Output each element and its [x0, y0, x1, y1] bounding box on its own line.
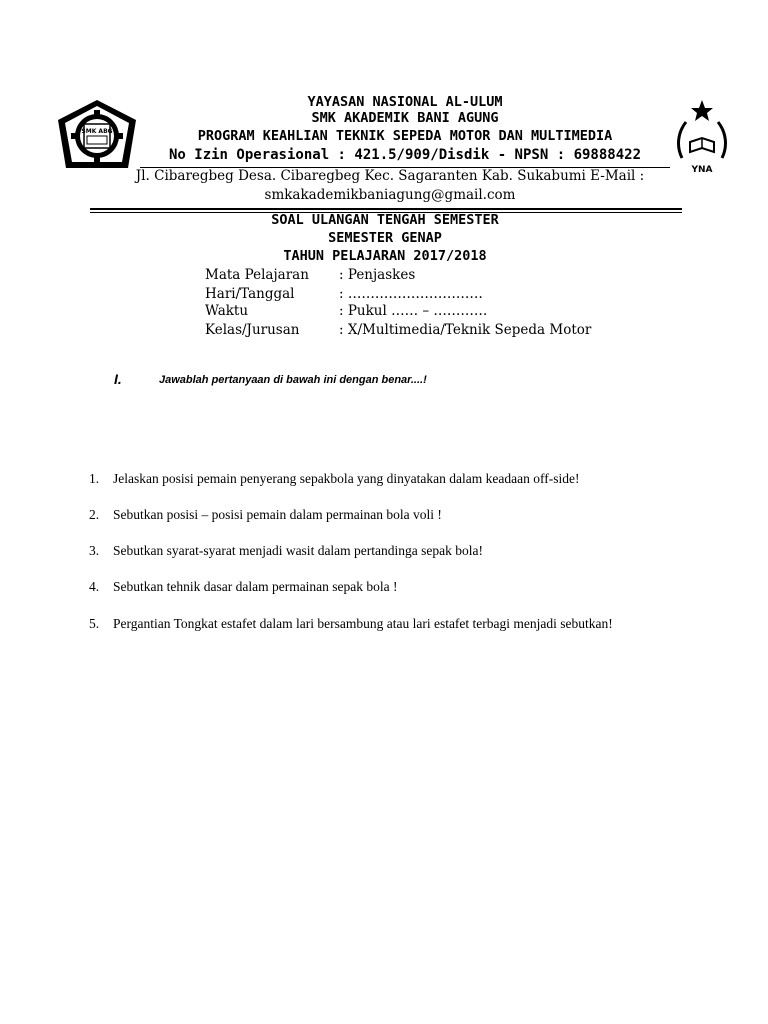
question-text: Pergantian Tongkat estafet dalam lari bersambung atau lari estafet terbagi menjadi sebutkan! [113, 616, 613, 631]
question-text: Sebutkan syarat-syarat menjadi wasit dalam pertandinga sepak bola! [113, 543, 483, 558]
info-value: : ………………………… [339, 286, 483, 302]
program-name: PROGRAM KEAHLIAN TEKNIK SEPEDA MOTOR DAN MULTIMEDIA [197, 128, 613, 144]
logo-left-text: SMK ABG [81, 128, 113, 135]
question-item [89, 579, 398, 595]
question-item [89, 616, 613, 632]
question-number: 4. [89, 579, 100, 594]
info-value: : X/Multimedia/Teknik Sepeda Motor [339, 322, 592, 338]
address-line-1: Jl. Cibaregbeg Desa. Cibaregbeg Kec. Sagaranten Kab. Sukabumi E-Mail : [135, 168, 645, 184]
foundation-logo-star-laurel [672, 98, 728, 176]
question-number: 1. [89, 471, 100, 486]
letterhead-rule-thick [90, 208, 682, 210]
question-number: 3. [89, 543, 100, 558]
question-text: Sebutkan tehnik dasar dalam permainan sepak bola ! [113, 579, 398, 594]
exam-title: SOAL ULANGAN TENGAH SEMESTER [271, 212, 499, 228]
info-row-time [205, 303, 487, 319]
question-item [89, 543, 483, 559]
permit-number: No Izin Operasional : 421.5/909/Disdik - NPSN : 69888422 [168, 147, 641, 163]
info-label: Kelas/Jurusan [205, 322, 300, 338]
email-address: smkakademikbaniagung@gmail.com [264, 187, 516, 203]
exam-semester: SEMESTER GENAP [328, 230, 442, 246]
question-text: Sebutkan posisi – posisi pemain dalam permainan bola voli ! [113, 507, 442, 522]
question-text: Jelaskan posisi pemain penyerang sepakbola yang dinyatakan dalam keadaan off-side! [113, 471, 580, 486]
question-item [89, 507, 442, 523]
info-row-subject [205, 267, 415, 283]
school-logo-gear-emblem [56, 98, 138, 170]
question-item [89, 471, 579, 487]
school-name: SMK AKADEMIK BANI AGUNG [311, 110, 499, 126]
section-instruction: Jawablah pertanyaan di bawah ini dengan benar....! [159, 374, 427, 386]
info-value: : Pukul …… – ………… [339, 303, 488, 319]
logo-right-text: YNA [691, 165, 713, 175]
question-number: 2. [89, 507, 100, 522]
question-number: 5. [89, 616, 100, 631]
info-row-date [205, 286, 483, 302]
exam-year: TAHUN PELAJARAN 2017/2018 [283, 248, 487, 264]
section-number: I. [114, 371, 122, 387]
info-label: Mata Pelajaran [205, 267, 309, 283]
info-value: : Penjaskes [339, 267, 416, 283]
info-label: Waktu [205, 303, 249, 319]
foundation-name: YAYASAN NASIONAL AL-ULUM [307, 94, 503, 110]
info-row-class [205, 322, 591, 338]
info-label: Hari/Tanggal [205, 286, 295, 302]
